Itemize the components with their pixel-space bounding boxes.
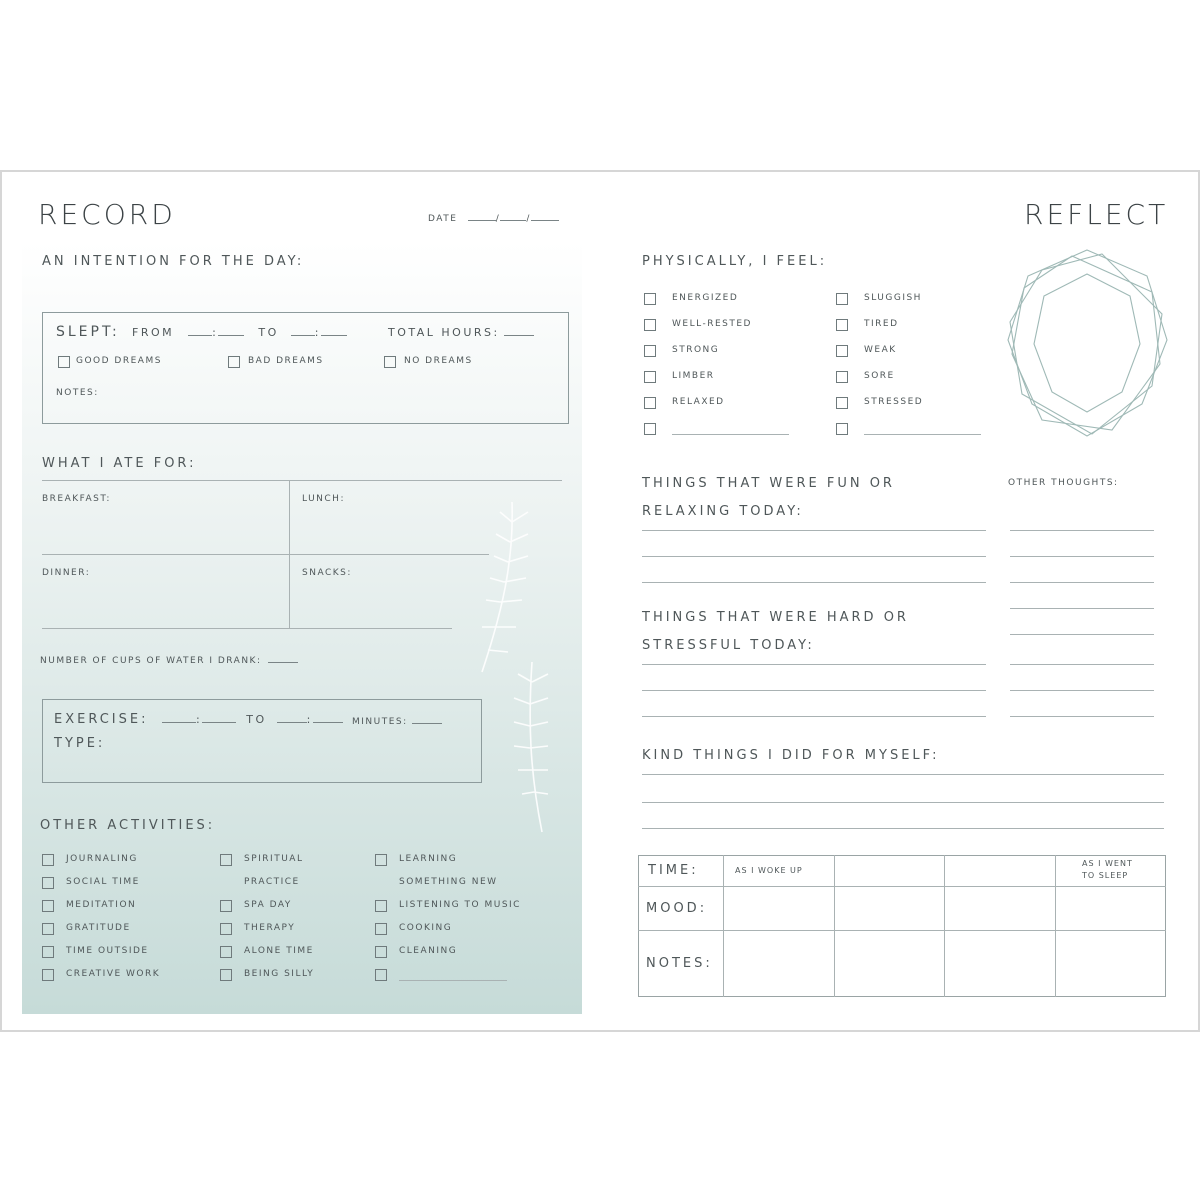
type-label: TYPE: bbox=[54, 736, 106, 751]
write-in-line[interactable] bbox=[672, 434, 789, 435]
activity-label: CLEANING bbox=[399, 946, 458, 956]
went-to-sleep-label-2: TO SLEEP bbox=[1082, 871, 1129, 880]
write-line[interactable] bbox=[642, 690, 986, 691]
checkbox-icon[interactable] bbox=[42, 877, 54, 889]
divider bbox=[42, 554, 489, 555]
divider bbox=[1055, 855, 1056, 997]
total-hours: TOTAL HOURS: bbox=[388, 326, 534, 339]
feel-label: SLUGGISH bbox=[864, 293, 922, 303]
checkbox-icon[interactable] bbox=[836, 423, 848, 435]
lunch-label: LUNCH: bbox=[302, 494, 345, 504]
slept-label: SLEPT: bbox=[56, 324, 120, 340]
woke-up-label: AS I WOKE UP bbox=[735, 866, 803, 875]
feel-label: WEAK bbox=[864, 345, 897, 355]
activity-label: ALONE TIME bbox=[244, 946, 314, 956]
checkbox-icon[interactable] bbox=[42, 946, 54, 958]
sleep-notes-label: NOTES: bbox=[56, 388, 99, 398]
activity-label: BEING SILLY bbox=[244, 969, 315, 979]
geometric-gem-icon bbox=[1002, 244, 1172, 444]
checkbox-icon[interactable] bbox=[220, 900, 232, 912]
mood-label: MOOD: bbox=[646, 901, 708, 916]
fern-leaf-icon bbox=[472, 492, 562, 842]
exercise-label: EXERCISE: bbox=[54, 712, 149, 727]
divider bbox=[638, 886, 1166, 887]
intention-label: AN INTENTION FOR THE DAY: bbox=[42, 254, 305, 269]
write-line[interactable] bbox=[642, 828, 1164, 829]
checkbox-icon[interactable] bbox=[836, 319, 848, 331]
checkbox-icon[interactable] bbox=[220, 854, 232, 866]
sleep-from: FROM : TO : bbox=[132, 326, 347, 339]
physically-label: PHYSICALLY, I FEEL: bbox=[642, 254, 828, 269]
feel-label: STRONG bbox=[672, 345, 720, 355]
checkbox-icon[interactable] bbox=[375, 969, 387, 981]
feel-label: RELAXED bbox=[672, 397, 725, 407]
water-label: NUMBER OF CUPS OF WATER I DRANK: bbox=[40, 653, 298, 666]
checkbox-icon[interactable] bbox=[644, 293, 656, 305]
write-in-line[interactable] bbox=[864, 434, 981, 435]
checkbox-icon[interactable] bbox=[644, 345, 656, 357]
write-line[interactable] bbox=[1010, 664, 1154, 665]
checkbox-icon[interactable] bbox=[42, 900, 54, 912]
checkbox-icon[interactable] bbox=[228, 356, 240, 368]
write-line[interactable] bbox=[642, 664, 986, 665]
checkbox-icon[interactable] bbox=[220, 946, 232, 958]
write-line[interactable] bbox=[1010, 530, 1154, 531]
activity-label: LISTENING TO MUSIC bbox=[399, 900, 521, 910]
checkbox-icon[interactable] bbox=[375, 900, 387, 912]
feel-label: WELL-RESTED bbox=[672, 319, 752, 329]
notes-label: NOTES: bbox=[646, 956, 713, 971]
good-dreams-label: GOOD DREAMS bbox=[76, 356, 162, 366]
divider bbox=[944, 855, 945, 997]
checkbox-icon[interactable] bbox=[375, 923, 387, 935]
write-line[interactable] bbox=[1010, 582, 1154, 583]
feel-label: TIRED bbox=[864, 319, 899, 329]
hard-label-1: THINGS THAT WERE HARD OR bbox=[642, 610, 909, 625]
write-line[interactable] bbox=[642, 530, 986, 531]
record-title: RECORD bbox=[38, 198, 176, 231]
hard-label-2: STRESSFUL TODAY: bbox=[642, 638, 815, 653]
write-line[interactable] bbox=[642, 556, 986, 557]
checkbox-icon[interactable] bbox=[836, 345, 848, 357]
write-line[interactable] bbox=[1010, 634, 1154, 635]
activity-label: PRACTICE bbox=[244, 877, 300, 887]
checkbox-icon[interactable] bbox=[58, 356, 70, 368]
checkbox-icon[interactable] bbox=[644, 423, 656, 435]
feel-label: LIMBER bbox=[672, 371, 715, 381]
divider bbox=[723, 855, 724, 997]
divider bbox=[638, 930, 1166, 931]
write-line[interactable] bbox=[1010, 608, 1154, 609]
activity-label: JOURNALING bbox=[66, 854, 138, 864]
exercise-time: : TO : bbox=[162, 713, 343, 726]
time-label: TIME: bbox=[648, 863, 699, 878]
activities-label: OTHER ACTIVITIES: bbox=[40, 818, 216, 833]
reflect-title: REFLECT bbox=[1024, 198, 1169, 231]
checkbox-icon[interactable] bbox=[220, 969, 232, 981]
activity-label: THERAPY bbox=[244, 923, 296, 933]
fun-label-1: THINGS THAT WERE FUN OR bbox=[642, 476, 895, 491]
dinner-label: DINNER: bbox=[42, 568, 91, 578]
write-line[interactable] bbox=[642, 582, 986, 583]
checkbox-icon[interactable] bbox=[220, 923, 232, 935]
no-dreams-label: NO DREAMS bbox=[404, 356, 473, 366]
kind-label: KIND THINGS I DID FOR MYSELF: bbox=[642, 748, 940, 763]
activity-label: SPIRITUAL bbox=[244, 854, 304, 864]
checkbox-icon[interactable] bbox=[42, 969, 54, 981]
write-line[interactable] bbox=[642, 802, 1164, 803]
checkbox-icon[interactable] bbox=[836, 293, 848, 305]
went-to-sleep-label-1: AS I WENT bbox=[1082, 859, 1133, 868]
checkbox-icon[interactable] bbox=[375, 946, 387, 958]
checkbox-icon[interactable] bbox=[836, 397, 848, 409]
activity-label: SOMETHING NEW bbox=[399, 877, 498, 887]
divider bbox=[42, 628, 452, 629]
activity-label: LEARNING bbox=[399, 854, 458, 864]
activity-label: CREATIVE WORK bbox=[66, 969, 161, 979]
write-line[interactable] bbox=[1010, 690, 1154, 691]
checkbox-icon[interactable] bbox=[375, 854, 387, 866]
fun-label-2: RELAXING TODAY: bbox=[642, 504, 804, 519]
feel-label: ENERGIZED bbox=[672, 293, 739, 303]
write-line[interactable] bbox=[642, 774, 1164, 775]
divider bbox=[834, 855, 835, 997]
write-in-line[interactable] bbox=[399, 980, 507, 981]
checkbox-icon[interactable] bbox=[42, 854, 54, 866]
journal-spread bbox=[0, 170, 1200, 1032]
date-label: DATE / / bbox=[428, 211, 559, 224]
ate-label: WHAT I ATE FOR: bbox=[42, 456, 197, 471]
activity-label: TIME OUTSIDE bbox=[66, 946, 149, 956]
breakfast-label: BREAKFAST: bbox=[42, 494, 111, 504]
checkbox-icon[interactable] bbox=[42, 923, 54, 935]
write-line[interactable] bbox=[1010, 556, 1154, 557]
snacks-label: SNACKS: bbox=[302, 568, 352, 578]
checkbox-icon[interactable] bbox=[644, 371, 656, 383]
divider bbox=[42, 480, 562, 481]
minutes-label: MINUTES: bbox=[352, 714, 442, 727]
activity-label: GRATITUDE bbox=[66, 923, 131, 933]
checkbox-icon[interactable] bbox=[644, 397, 656, 409]
activity-label: COOKING bbox=[399, 923, 453, 933]
checkbox-icon[interactable] bbox=[644, 319, 656, 331]
other-thoughts-label: OTHER THOUGHTS: bbox=[1008, 478, 1119, 488]
checkbox-icon[interactable] bbox=[384, 356, 396, 368]
write-line[interactable] bbox=[642, 716, 986, 717]
activity-label: MEDITATION bbox=[66, 900, 137, 910]
feel-label: SORE bbox=[864, 371, 895, 381]
bad-dreams-label: BAD DREAMS bbox=[248, 356, 324, 366]
feel-label: STRESSED bbox=[864, 397, 924, 407]
checkbox-icon[interactable] bbox=[836, 371, 848, 383]
activity-label: SOCIAL TIME bbox=[66, 877, 140, 887]
activity-label: SPA DAY bbox=[244, 900, 292, 910]
write-line[interactable] bbox=[1010, 716, 1154, 717]
